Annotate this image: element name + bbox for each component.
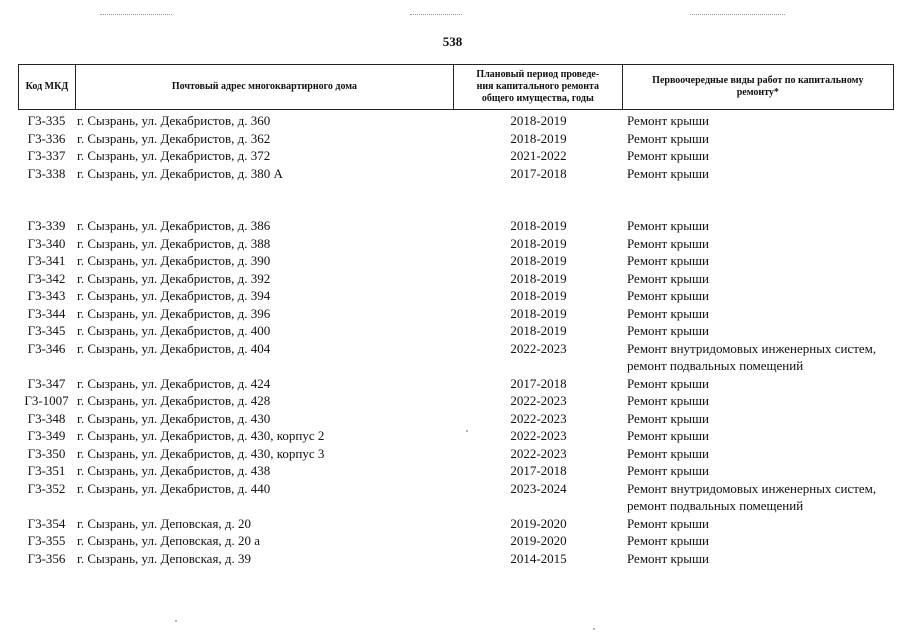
row-works: [623, 287, 894, 305]
header-works-line: Первоочередные виды работ по капитальному: [652, 75, 864, 86]
row-address: г. Сызрань, ул. Декабристов, д. 396: [77, 305, 271, 321]
row-period: 2021-2022: [510, 148, 567, 163]
row-works: [623, 480, 894, 515]
row-works-line: Ремонт крыши: [627, 235, 709, 251]
table-row: [18, 445, 894, 463]
row-works: [623, 532, 894, 550]
row-works: [623, 252, 894, 270]
row-works: [623, 165, 894, 183]
row-address: г. Сызрань, ул. Декабристов, д. 360: [77, 113, 271, 128]
row-code: Г3-349: [27, 428, 66, 443]
row-period: 2022-2023: [510, 393, 567, 408]
row-works: [623, 410, 894, 428]
row-address: г. Сызрань, ул. Декабристов, д. 424: [77, 375, 271, 391]
row-spacer: [18, 182, 894, 217]
table-row: [18, 305, 894, 323]
table-row: [18, 462, 894, 480]
header-works: [623, 65, 893, 109]
row-code: Г3-342: [27, 270, 66, 286]
row-works: [623, 340, 894, 375]
page-number: 538: [442, 34, 463, 49]
table-body: [18, 112, 894, 567]
row-address: г. Сызрань, ул. Декабристов, д. 404: [77, 340, 271, 356]
table-row: [18, 165, 894, 183]
row-works: [623, 147, 894, 165]
table-row: [18, 217, 894, 235]
row-period: 2018-2019: [510, 323, 567, 338]
row-works-line: Ремонт крыши: [627, 550, 709, 566]
row-works-line: Ремонт крыши: [627, 515, 709, 531]
row-address: г. Сызрань, ул. Декабристов, д. 428: [77, 393, 271, 408]
table-row: [18, 392, 894, 410]
row-works-line: Ремонт крыши: [627, 533, 709, 548]
row-code: Г3-347: [27, 375, 66, 391]
row-works-line: Ремонт крыши: [627, 375, 709, 391]
row-works: [623, 305, 894, 323]
row-works: [623, 515, 894, 533]
row-works-line: Ремонт крыши: [627, 463, 709, 478]
row-address: г. Сызрань, ул. Декабристов, д. 390: [77, 253, 271, 268]
row-code: Г3-354: [27, 515, 66, 531]
table-row: [18, 550, 894, 568]
row-code: Г3-336: [27, 130, 66, 146]
scan-mark: [410, 14, 462, 15]
table-header: [18, 64, 894, 110]
row-address: г. Сызрань, ул. Декабристов, д. 438: [77, 463, 271, 478]
table-row: [18, 532, 894, 550]
row-code: Г3-352: [27, 480, 66, 496]
row-period: 2017-2018: [510, 375, 567, 391]
table-row: [18, 235, 894, 253]
row-address: г. Сызрань, ул. Деповская, д. 20 а: [77, 533, 261, 548]
row-works-line: ремонт подвальных помещений: [627, 498, 804, 513]
row-works-line: Ремонт внутридомовых инженерных систем,: [627, 480, 877, 496]
header-period: [454, 65, 623, 109]
row-code: Г3-340: [27, 235, 66, 251]
row-works-line: ремонт подвальных помещений: [627, 358, 804, 373]
header-address: Почтовый адрес многоквартирного дома: [76, 65, 454, 109]
row-works-line: Ремонт крыши: [627, 148, 709, 163]
row-address: г. Сызрань, ул. Декабристов, д. 388: [77, 235, 271, 251]
row-address: г. Сызрань, ул. Декабристов, д. 400: [77, 323, 271, 338]
row-code: Г3-346: [27, 340, 66, 356]
row-works-line: Ремонт крыши: [627, 253, 709, 268]
row-works-line: Ремонт крыши: [627, 445, 709, 461]
row-code: Г3-355: [27, 533, 66, 548]
header-code: Код МКД: [19, 65, 76, 109]
row-works: [623, 392, 894, 410]
row-works-line: Ремонт крыши: [627, 130, 709, 146]
row-address: г. Сызрань, ул. Декабристов, д. 386: [77, 218, 271, 233]
table-row: [18, 287, 894, 305]
row-works: [623, 445, 894, 463]
row-code: Г3-337: [27, 148, 66, 163]
row-address: г. Сызрань, ул. Декабристов, д. 372: [77, 148, 271, 163]
row-works: [623, 217, 894, 235]
table-row: [18, 427, 894, 445]
row-code: Г3-335: [27, 113, 66, 128]
row-period: 2022-2023: [510, 428, 567, 443]
row-period: 2018-2019: [510, 130, 567, 146]
row-period: 2019-2020: [510, 515, 567, 531]
row-works: [623, 462, 894, 480]
row-code: Г3-344: [27, 305, 66, 321]
table-row: [18, 340, 894, 375]
row-address: г. Сызрань, ул. Декабристов, д. 430: [77, 410, 271, 426]
row-code: Г3-350: [27, 445, 66, 461]
header-works-line: ремонту*: [736, 87, 779, 98]
row-period: 2018-2019: [510, 235, 567, 251]
row-period: 2018-2019: [510, 305, 567, 321]
header-period-line: общего имущества, годы: [481, 93, 594, 104]
row-period: 2017-2018: [510, 463, 567, 478]
row-address: г. Сызрань, ул. Декабристов, д. 362: [77, 130, 271, 146]
row-code: Г3-343: [27, 288, 66, 303]
row-period: 2023-2024: [510, 480, 567, 496]
table-row: [18, 147, 894, 165]
row-code: Г3-341: [27, 253, 66, 268]
scan-speck: [593, 628, 595, 630]
row-period: 2018-2019: [510, 218, 567, 233]
row-works-line: Ремонт крыши: [627, 410, 709, 426]
table-row: [18, 515, 894, 533]
row-period: 2014-2015: [510, 550, 567, 566]
row-works: [623, 550, 894, 568]
table-row: [18, 322, 894, 340]
scan-mark: [100, 14, 172, 15]
row-code: Г3-348: [27, 410, 66, 426]
row-address: г. Сызрань, ул. Декабристов, д. 394: [77, 288, 271, 303]
row-code: Г3-339: [27, 218, 66, 233]
row-code: Г3-338: [27, 165, 66, 181]
scan-speck: [466, 430, 468, 432]
row-works-line: Ремонт крыши: [627, 305, 709, 321]
row-address: г. Сызрань, ул. Декабристов, д. 380 А: [77, 165, 283, 181]
row-period: 2022-2023: [510, 340, 567, 356]
row-works: [623, 270, 894, 288]
row-works-line: Ремонт крыши: [627, 113, 709, 128]
row-period: 2022-2023: [510, 410, 567, 426]
table-row: [18, 270, 894, 288]
row-address: г. Сызрань, ул. Декабристов, д. 392: [77, 270, 271, 286]
table-row: [18, 112, 894, 130]
row-works: [623, 427, 894, 445]
row-works: [623, 322, 894, 340]
table-row: [18, 410, 894, 428]
row-works: [623, 112, 894, 130]
row-address: г. Сызрань, ул. Декабристов, д. 440: [77, 480, 271, 496]
scan-speck: [175, 620, 177, 622]
row-code: Г3-356: [27, 550, 66, 566]
row-period: 2022-2023: [510, 445, 567, 461]
row-period: 2018-2019: [510, 113, 567, 128]
row-code: Г3-351: [27, 463, 66, 478]
scan-mark: [690, 14, 785, 15]
row-address: г. Сызрань, ул. Декабристов, д. 430, корпус 3: [77, 445, 325, 461]
row-address: г. Сызрань, ул. Деповская, д. 39: [77, 550, 252, 566]
table-row: [18, 252, 894, 270]
row-address: г. Сызрань, ул. Декабристов, д. 430, корпус 2: [77, 428, 325, 443]
row-works-line: Ремонт крыши: [627, 428, 709, 443]
scan-artifact-marks: [0, 14, 905, 18]
row-code: Г3-345: [27, 323, 66, 338]
row-works-line: Ремонт крыши: [627, 323, 709, 338]
row-code: Г3-1007: [24, 393, 69, 408]
row-works-line: Ремонт крыши: [627, 393, 709, 408]
row-period: 2017-2018: [510, 165, 567, 181]
row-period: 2018-2019: [510, 270, 567, 286]
row-works: [623, 375, 894, 393]
row-works-line: Ремонт крыши: [627, 288, 709, 303]
row-works-line: Ремонт крыши: [627, 218, 709, 233]
row-period: 2019-2020: [510, 533, 567, 548]
row-works-line: Ремонт внутридомовых инженерных систем,: [627, 340, 877, 356]
row-works: [623, 130, 894, 148]
row-works-line: Ремонт крыши: [627, 270, 709, 286]
header-period-line: Плановый период проведе-: [476, 69, 600, 80]
table-row: [18, 480, 894, 515]
row-address: г. Сызрань, ул. Деповская, д. 20: [77, 515, 252, 531]
row-works: [623, 235, 894, 253]
row-period: 2018-2019: [510, 288, 567, 303]
header-period-line: ния капитального ремонта: [476, 81, 600, 92]
row-period: 2018-2019: [510, 253, 567, 268]
table-row: [18, 375, 894, 393]
table-row: [18, 130, 894, 148]
row-works-line: Ремонт крыши: [627, 165, 709, 181]
